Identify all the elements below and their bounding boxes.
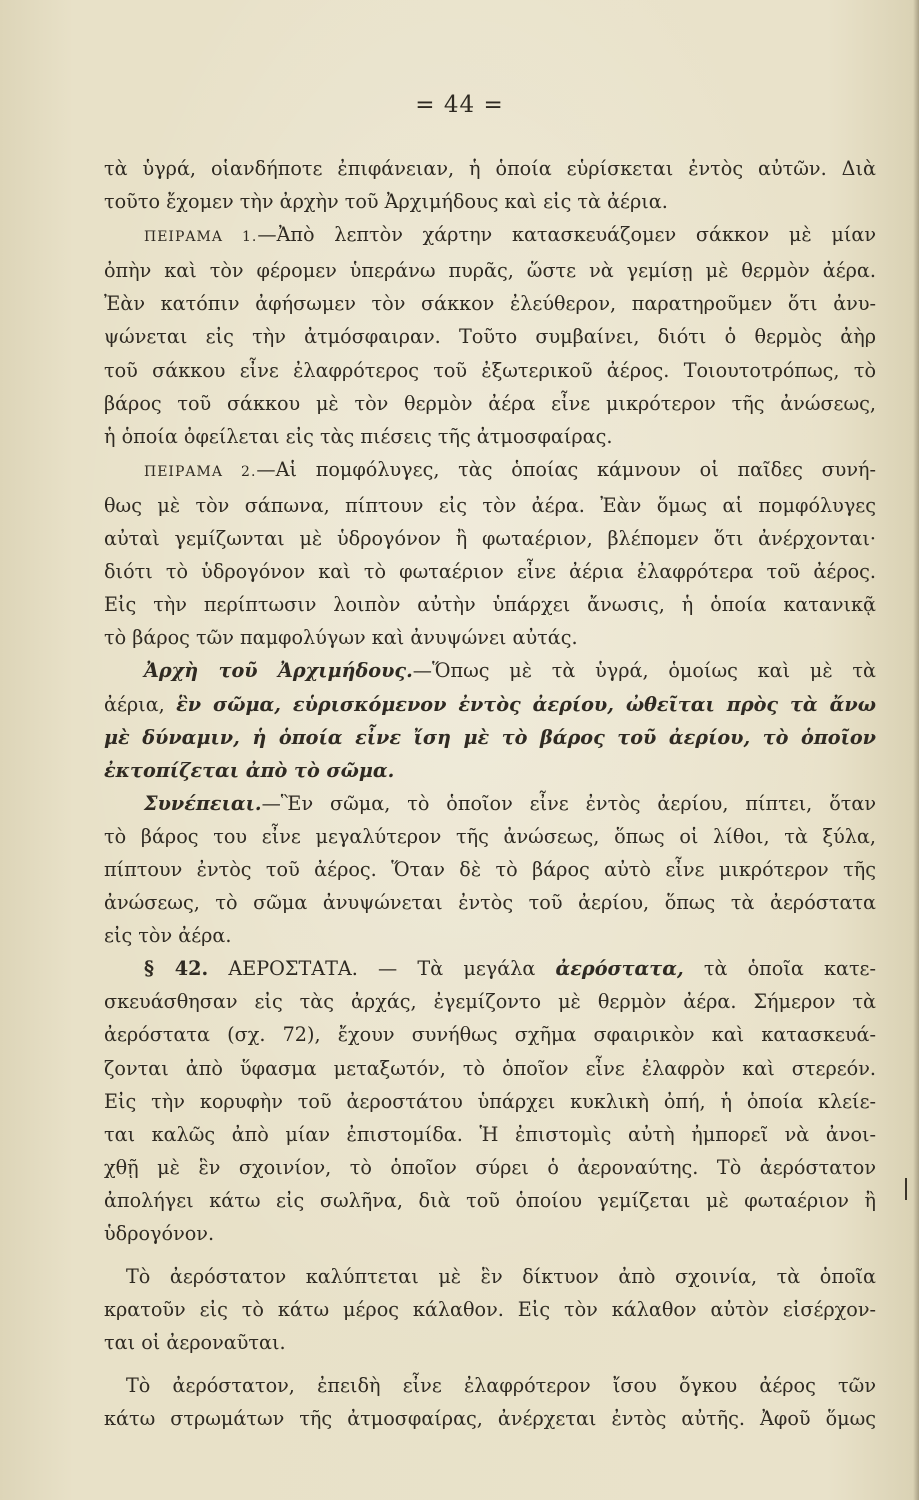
experiment-label: ΠΕΙΡΑΜΑ 2. <box>144 463 257 480</box>
text-line: Τὸ ἀερόστατον, ἐπειδὴ εἶνε ἐλαφρότερον ἴσου ὄγκου ἀέρος τῶν <box>126 1374 876 1398</box>
section-title: ΑΕΡΟΣΤΑΤΑ. <box>228 957 358 981</box>
text-line: κρατοῦν εἰς τὸ κάτω μέρος κάλαθον. Εἰς τὸν κάλαθον αὐτὸν εἰσέρχον- <box>104 1298 876 1322</box>
consequences-heading: Συνέπειαι. <box>144 791 262 815</box>
text-line: ται καλῶς ἀπὸ μίαν ἐπιστομίδα. Ἡ ἐπιστομὶς αὐτὴ ἠμπορεῖ νὰ ἀνοι- <box>104 1122 876 1146</box>
page-edge-shadow <box>913 0 919 1500</box>
section-number: § 42. <box>144 957 209 981</box>
text-line: ἡ ὁποία ὀφείλεται εἰς τὰς πιέσεις τῆς ἀτμοσφαίρας. <box>104 424 613 448</box>
principle-line <box>104 654 876 687</box>
text-line: ἀνώσεως, τὸ σῶμα ἀνυψώνεται ἐντὸς τοῦ ἀερίου, ὅπως τὰ ἀερόστατα <box>104 891 876 915</box>
text-fragment: —Ὅπως μὲ τὰ ὑγρά, ὁμοίως καὶ μὲ τὰ <box>412 659 876 683</box>
text-line: κάτω στρωμάτων τῆς ἀτμοσφαίρας, ἀνέρχεται ἐντὸς αὐτῆς. Ἀφοῦ ὅμως <box>104 1407 876 1431</box>
text-line: τὸ βάρος τῶν παμφολύγων καὶ ἀνυψώνει αὐτάς. <box>104 626 578 650</box>
text-line: πίπτουν ἐντὸς τοῦ ἀέρος. Ὅταν δὲ τὸ βάρος αὐτὸ εἶνε μικρότερον τῆς <box>104 857 876 881</box>
consequences-line <box>104 787 876 820</box>
principle-statement: ἓν σῶμα, εὑρισκόμενον ἐντὸς ἀερίου, ὠθεῖται πρὸς τὰ ἄνω <box>176 692 876 716</box>
principle-heading: Ἀρχὴ τοῦ Ἀρχιμήδους. <box>144 659 413 683</box>
text-line: ται οἱ ἀεροναῦται. <box>104 1331 286 1355</box>
text-line: Τὸ ἀερόστατον καλύπτεται μὲ ἓν δίκτυον ἀπὸ σχοινία, τὰ ὁποῖα <box>126 1265 876 1289</box>
text-line: θως μὲ τὸν σάπωνα, πίπτουν εἰς τὸν ἀέρα. Ἐὰν ὅμως αἱ πομφόλυγες <box>104 493 876 517</box>
text-line: ζονται ἀπὸ ὕφασμα μεταξωτόν, τὸ ὁποῖον εἶνε ἐλαφρὸν καὶ στερεόν. <box>104 1056 876 1080</box>
text-line: αὐταὶ γεμίζωνται μὲ ὑδρογόνον ἢ φωταέριον, βλέπομεν ὅτι ἀνέρχονται· <box>104 527 876 551</box>
principle-statement: μὲ δύναμιν, ἡ ὁποία εἶνε ἴση μὲ τὸ βάρος τοῦ ἀερίου, τὸ ὁποῖον <box>104 725 876 749</box>
text-line: διότι τὸ ὑδρογόνον καὶ τὸ φωταέριον εἶνε ἀέρια ἐλαφρότερα τοῦ ἀέρος. <box>104 560 876 584</box>
margin-mark <box>905 1178 907 1200</box>
text-line: Εἰς τὴν περίπτωσιν λοιπὸν αὐτὴν ὑπάρχει ἄνωσις, ἡ ὁποία κατανικᾷ <box>104 593 876 617</box>
text-line: Εἰς τὴν κορυφὴν τοῦ ἀεροστάτου ὑπάρχει κυκλικὴ ὀπή, ἡ ὁποία κλείε- <box>104 1089 876 1113</box>
experiment-1-line <box>104 218 876 254</box>
experiment-2-line <box>104 453 876 489</box>
principle-statement: ἐκτοπίζεται ἀπὸ τὸ σῶμα. <box>104 758 395 782</box>
text-fragment: —Ἓν σῶμα, τὸ ὁποῖον εἶνε ἐντὸς ἀερίου, πίπτει, ὅταν <box>261 791 876 815</box>
section-heading-line <box>104 952 876 985</box>
text-line: τοῦτο ἔχομεν τὴν ἀρχὴν τοῦ Ἀρχιμήδους καὶ εἰς τὰ ἀέρια. <box>104 190 668 214</box>
text-line: Ἐὰν κατόπιν ἀφήσωμεν τὸν σάκκον ἐλεύθερον, παρατηροῦμεν ὅτι ἀνυ- <box>104 292 876 316</box>
text-line: βάρος τοῦ σάκκου μὲ τὸν θερμὸν ἀέρα εἶνε μικρότερον τῆς ἀνώσεως, <box>104 391 876 415</box>
text-line: ἀερόστατα (σχ. 72), ἔχουν συνήθως σχῆμα σφαιρικὸν καὶ κατασκευά- <box>104 1023 876 1047</box>
term-bold: ἀερόστατα, <box>555 957 684 981</box>
experiment-label: ΠΕΙΡΑΜΑ 1. <box>144 229 258 246</box>
text-line: ὑδρογόνον. <box>104 1222 215 1245</box>
text-line: σκευάσθησαν εἰς τὰς ἀρχάς, ἐγεμίζοντο μὲ θερμὸν ἀέρα. Σήμερον τὰ <box>104 990 876 1014</box>
text-fragment: τὰ ὁποῖα κατε- <box>683 957 876 981</box>
text-fragment: —Ἀπὸ λεπτὸν χάρτην κατασκευάζομεν σάκκον μὲ μίαν <box>257 223 876 247</box>
principle-statement-line <box>104 688 876 721</box>
text-fragment: — Τὰ μεγάλα <box>357 957 556 981</box>
text-line: ὀπὴν καὶ τὸν φέρομεν ὑπεράνω πυρᾶς, ὥστε νὰ γεμίσῃ μὲ θερμὸν ἀέρα. <box>104 259 876 283</box>
text-line: τοῦ σάκκου εἶνε ἐλαφρότερος τοῦ ἐξωτερικοῦ ἀέρος. Τοιουτοτρόπως, τὸ <box>104 358 876 382</box>
text-line: ψώνεται εἰς τὴν ἀτμόσφαιραν. Τοῦτο συμβαίνει, διότι ὁ θερμὸς ἀὴρ <box>104 325 876 349</box>
text-line: τὰ ὑγρά, οἱανδήποτε ἐπιφάνειαν, ἡ ὁποία εὑρίσκεται ἐντὸς αὐτῶν. Διὰ <box>104 157 876 180</box>
page-number: = 44 = <box>415 92 504 118</box>
text-fragment: —Αἱ πομφόλυγες, τὰς ὁποίας κάμνουν οἱ παῖδες συνή- <box>256 457 876 481</box>
text-line: χθῇ μὲ ἓν σχοινίον, τὸ ὁποῖον σύρει ὁ ἀεροναύτης. Τὸ ἀερόστατον <box>104 1155 876 1179</box>
text-line: εἰς τὸν ἀέρα. <box>104 924 232 948</box>
text-fragment: ἀέρια, <box>104 692 177 716</box>
text-line: τὸ βάρος του εἶνε μεγαλύτερον τῆς ἀνώσεως, ὅπως οἱ λίθοι, τὰ ξύλα, <box>104 824 876 848</box>
text-line: ἀπολήγει κάτω εἰς σωλῆνα, διὰ τοῦ ὁποίου γεμίζεται μὲ φωταέριον ἢ <box>104 1188 876 1212</box>
body-text <box>104 152 876 1436</box>
